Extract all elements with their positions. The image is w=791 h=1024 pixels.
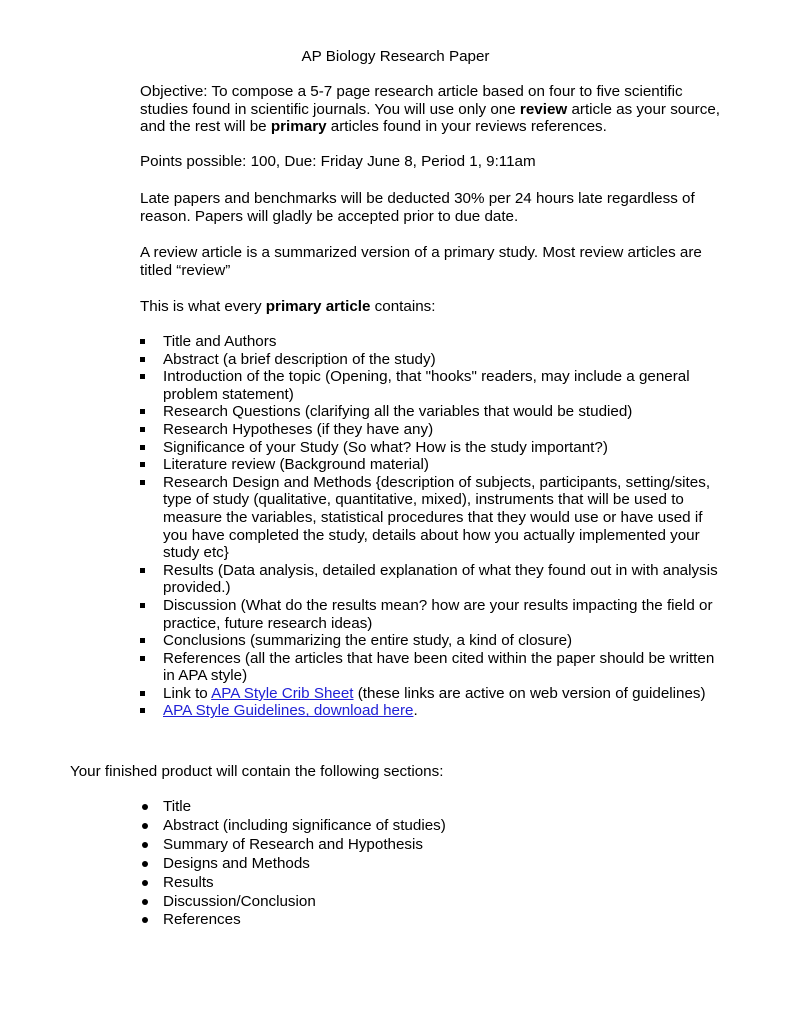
list-item: Results	[140, 874, 540, 893]
list-item: References	[140, 911, 540, 930]
list-item: APA Style Guidelines, download here.	[140, 702, 720, 720]
list-item: Link to APA Style Crib Sheet (these links are active on web version of guidelines)	[140, 685, 720, 703]
square-bullet-icon	[140, 374, 145, 379]
square-bullet-icon	[140, 339, 145, 344]
objective-paragraph: Objective: To compose a 5-7 page research article based on four to five scientific studies found in scientific journals. You will use only one review article as your source, and the rest will be primary articles found in your reviews references.	[140, 83, 720, 136]
list-item: References (all the articles that have been cited within the paper should be written in APA style)	[140, 650, 720, 685]
list-item: Results (Data analysis, detailed explanation of what they found out in with analysis provided.)	[140, 562, 720, 597]
list-item: Research Questions (clarifying all the variables that would be studied)	[140, 403, 720, 421]
list-item: Abstract (including significance of studies)	[140, 817, 540, 836]
square-bullet-icon	[140, 427, 145, 432]
list-item: Significance of your Study (So what? How is the study important?)	[140, 439, 720, 457]
square-bullet-icon	[140, 462, 145, 467]
round-bullet-icon	[142, 899, 148, 905]
list-item: Literature review (Background material)	[140, 456, 720, 474]
square-bullet-icon	[140, 480, 145, 485]
list-item: Research Hypotheses (if they have any)	[140, 421, 720, 439]
apa-crib-sheet-link[interactable]: APA Style Crib Sheet	[211, 684, 354, 702]
list-item: Introduction of the topic (Opening, that "hooks" readers, may include a general problem statement)	[140, 368, 720, 403]
round-bullet-icon	[142, 823, 148, 829]
list-item: Summary of Research and Hypothesis	[140, 836, 540, 855]
square-bullet-icon	[140, 603, 145, 608]
list-item: Discussion/Conclusion	[140, 893, 540, 912]
list-item: Abstract (a brief description of the study)	[140, 351, 720, 369]
primary-article-list	[140, 333, 720, 720]
late-policy-paragraph: Late papers and benchmarks will be deducted 30% per 24 hours late regardless of reason. Papers will gladly be accepted prior to due date.	[140, 190, 695, 225]
square-bullet-icon	[140, 409, 145, 414]
square-bullet-icon	[140, 638, 145, 643]
square-bullet-icon	[140, 691, 145, 696]
square-bullet-icon	[140, 568, 145, 573]
round-bullet-icon	[142, 842, 148, 848]
finished-sections-list	[140, 798, 540, 930]
list-item: Discussion (What do the results mean? how are your results impacting the field or practice, future research ideas)	[140, 597, 720, 632]
list-item: Title and Authors	[140, 333, 720, 351]
round-bullet-icon	[142, 861, 148, 867]
review-definition-paragraph: A review article is a summarized version of a primary study. Most review articles are titled “review”	[140, 244, 702, 279]
primary-article-intro: This is what every primary article contains:	[140, 298, 436, 315]
page-title: AP Biology Research Paper	[301, 48, 490, 65]
apa-guidelines-download-link[interactable]: APA Style Guidelines, download here	[163, 702, 414, 720]
square-bullet-icon	[140, 708, 145, 713]
finished-product-intro: Your finished product will contain the following sections:	[70, 763, 444, 780]
round-bullet-icon	[142, 804, 148, 810]
round-bullet-icon	[142, 917, 148, 923]
list-item: Conclusions (summarizing the entire study, a kind of closure)	[140, 632, 720, 650]
square-bullet-icon	[140, 357, 145, 362]
round-bullet-icon	[142, 880, 148, 886]
list-item: Title	[140, 798, 540, 817]
list-item: Research Design and Methods {description of subjects, participants, setting/sites, type of study (qualitative, quantitative, mixed), instruments that will be used to measure the variables, statistical procedures that they would use or have used if you have completed the study, details about how you actually implemented your study etc}	[140, 474, 720, 562]
square-bullet-icon	[140, 656, 145, 661]
list-item: Designs and Methods	[140, 855, 540, 874]
square-bullet-icon	[140, 445, 145, 450]
points-paragraph: Points possible: 100, Due: Friday June 8, Period 1, 9:11am	[140, 153, 536, 170]
